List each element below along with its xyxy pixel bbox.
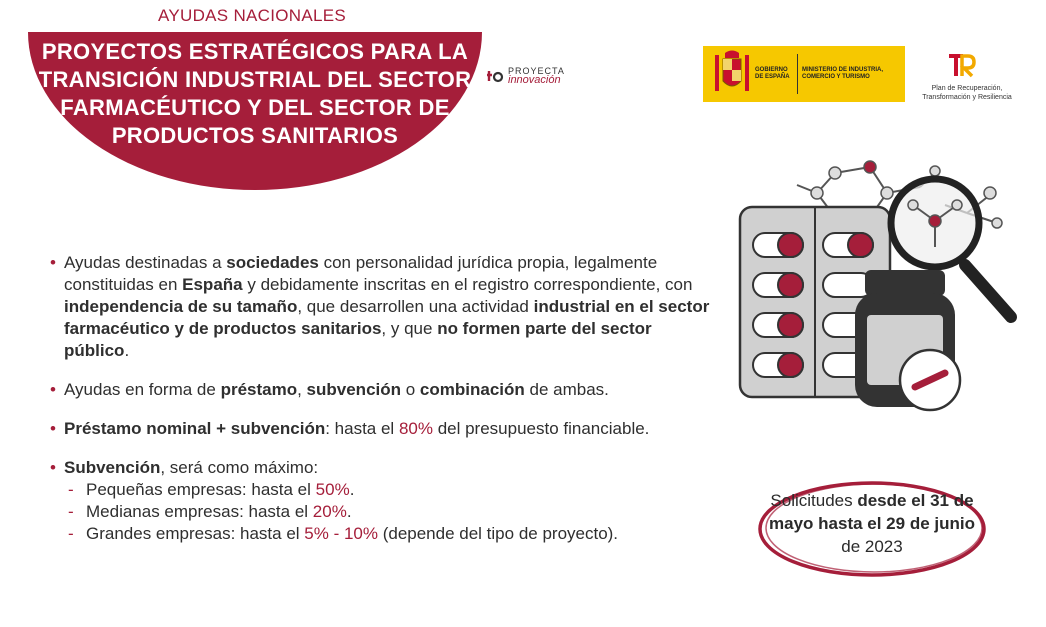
proyecta-innovacion-logo — [486, 66, 565, 86]
coat-of-arms-icon — [709, 49, 755, 99]
sublist-item: - Grandes empresas: hasta el 5% - 10% (depende del tipo de proyecto). — [68, 524, 619, 543]
list-item: • Ayudas en forma de préstamo, subvención o combinación de ambas. — [50, 380, 609, 399]
list-item: • Préstamo nominal + subvención: hasta el 80% del presupuesto financiable. — [50, 419, 650, 438]
pharma-illustration — [735, 155, 1025, 415]
bullet: • — [50, 419, 56, 438]
innovacion-label: innovación — [508, 74, 561, 86]
bullet: • — [50, 458, 56, 477]
proyecta-mark-icon — [486, 67, 504, 85]
gobierno-label: GOBIERNO DE ESPAÑA — [755, 67, 790, 80]
list-item: • Ayudas destinadas a sociedades con personalidad jurídica propia, legalmente constituidas en España y debidamente inscritas en el registro correspondiente, con independencia de su tamaño, que desarrollen una actividad industrial en el sector farmacéutico y de productos sanitarios, y que no formen parte del sector público. — [50, 253, 710, 360]
gobierno-espana-logo — [703, 46, 905, 102]
sublist-item: - Medianas empresas: hasta el 20%. — [68, 502, 352, 521]
sublist-item: - Pequeñas empresas: hasta el 50%. — [68, 480, 355, 499]
bullet: • — [50, 380, 56, 399]
section-kicker: AYUDAS NACIONALES — [158, 6, 347, 25]
ministerio-label: MINISTERIO DE INDUSTRIA, COMERCIO Y TURISMO — [802, 67, 884, 80]
requirements-list — [50, 252, 710, 562]
application-dates: Solicitudes desde el 31 de mayo hasta el 29 de junio de 2023 — [769, 491, 975, 556]
list-item: • Subvención, será como máximo: - Pequeñas empresas: hasta el 50%. - Medianas empresas: hasta el 20%. - Grandes empresas: hasta el 5% - 10% (depende del tipo de proyecto). — [50, 457, 710, 545]
page-title: PROYECTOS ESTRATÉGICOS PARA LA TRANSICIÓN INDUSTRIAL DEL SECTOR FARMACÉUTICO Y DEL SECTOR DE PRODUCTOS SANITARIOS — [38, 39, 472, 148]
gov-divider — [797, 54, 798, 94]
prtr-label: Plan de Recuperación, Transformación y Resiliencia — [922, 85, 1012, 101]
proyecta-label: PROYECTA — [508, 66, 565, 76]
prtr-mark-icon — [946, 50, 976, 80]
bullet: • — [50, 253, 56, 272]
